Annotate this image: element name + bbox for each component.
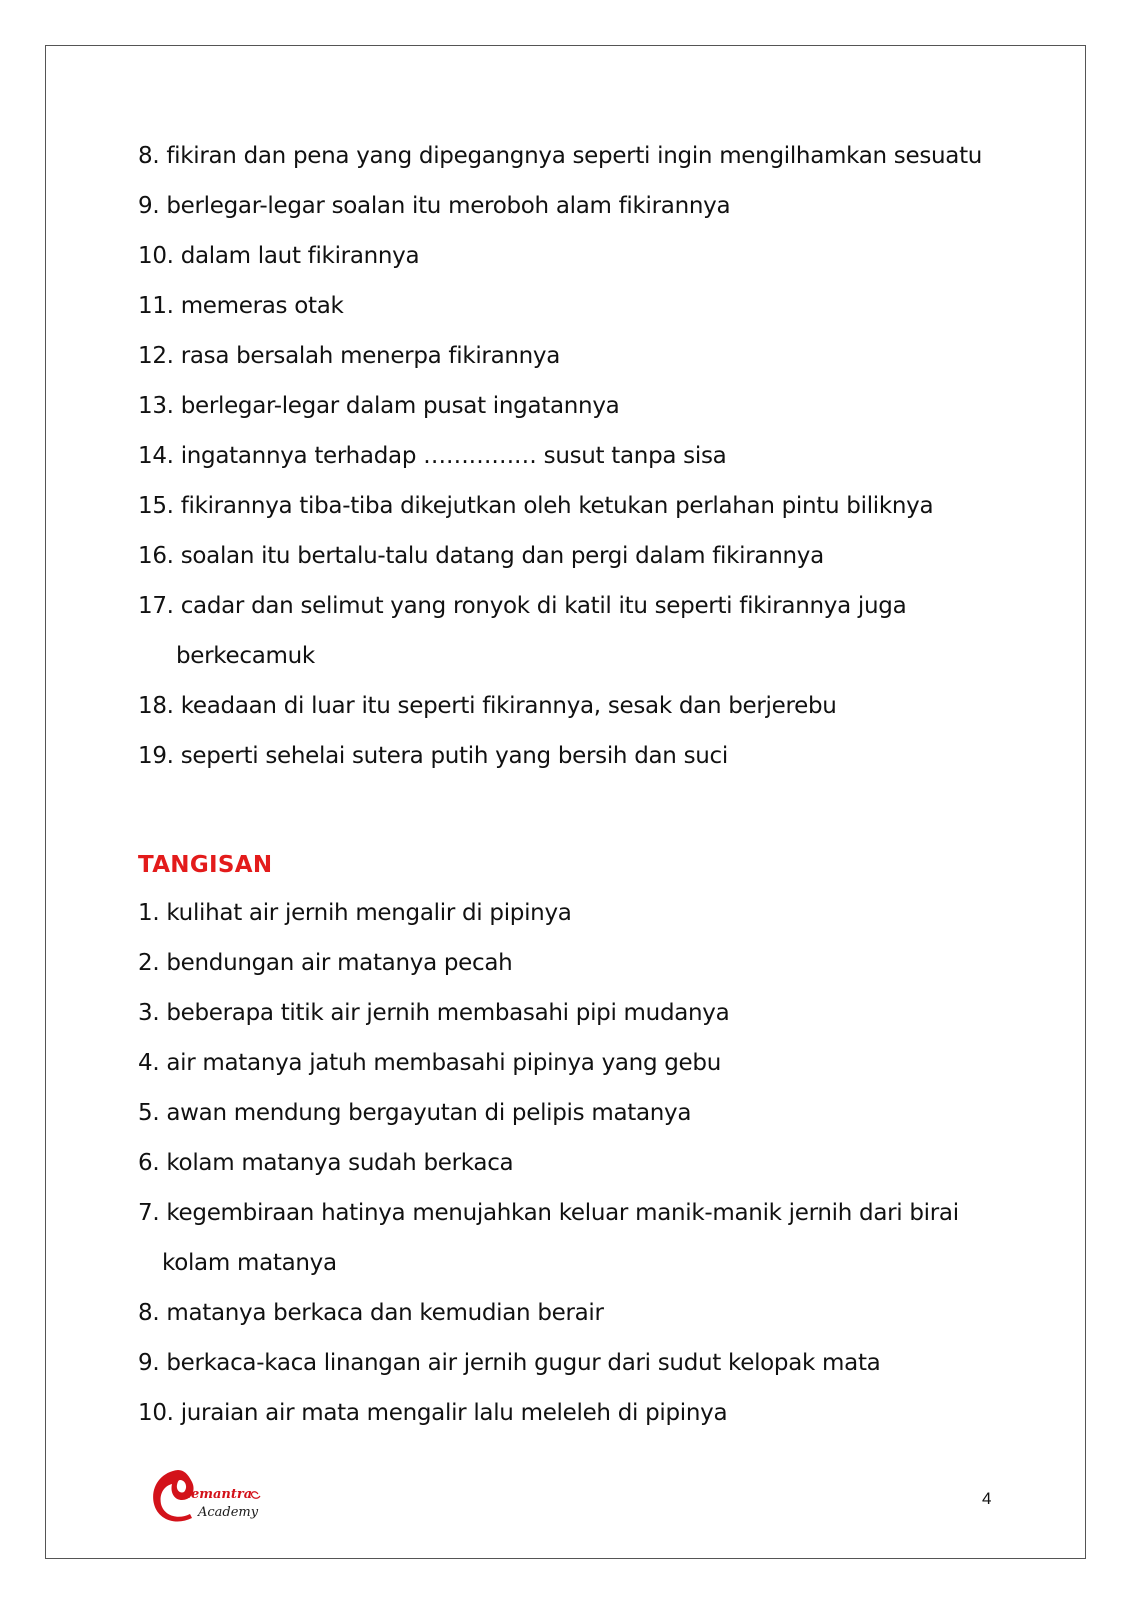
list-item: 11. memeras otak <box>138 293 344 319</box>
section-heading-tangisan: TANGISAN <box>138 852 273 878</box>
list-item: 9. berlegar-legar soalan itu meroboh alam fikirannya <box>138 193 731 219</box>
list-item: 2. bendungan air matanya pecah <box>138 950 513 976</box>
list-item: 16. soalan itu bertalu-talu datang dan pergi dalam fikirannya <box>138 543 824 569</box>
list-item: 8. matanya berkaca dan kemudian berair <box>138 1300 604 1326</box>
page-number: 4 <box>982 1489 992 1508</box>
list-item: 6. kolam matanya sudah berkaca <box>138 1150 514 1176</box>
list-item-continuation: berkecamuk <box>176 643 315 669</box>
list-item: 1. kulihat air jernih mengalir di pipinya <box>138 900 572 926</box>
list-item: 3. beberapa titik air jernih membasahi pipi mudanya <box>138 1000 730 1026</box>
list-item: 5. awan mendung bergayutan di pelipis matanya <box>138 1100 692 1126</box>
logo-icon <box>148 1462 268 1532</box>
list-item: 18. keadaan di luar itu seperti fikirannya, sesak dan berjerebu <box>138 693 837 719</box>
list-item: 9. berkaca-kaca linangan air jernih gugur dari sudut kelopak mata <box>138 1350 881 1376</box>
elemantra-academy-logo <box>148 1462 268 1532</box>
list-item: 4. air matanya jatuh membasahi pipinya yang gebu <box>138 1050 721 1076</box>
list-item: 15. fikirannya tiba-tiba dikejutkan oleh ketukan perlahan pintu biliknya <box>138 493 934 519</box>
figurative-list-fikiran <box>138 131 982 781</box>
list-item: 12. rasa bersalah menerpa fikirannya <box>138 343 561 369</box>
svg-text:lemantra: lemantra <box>186 1487 253 1502</box>
svg-text:Academy: Academy <box>198 1505 259 1520</box>
list-item: 10. juraian air mata mengalir lalu meleleh di pipinya <box>138 1400 728 1426</box>
list-item: 13. berlegar-legar dalam pusat ingatannya <box>138 393 620 419</box>
list-item: 19. seperti sehelai sutera putih yang bersih dan suci <box>138 743 728 769</box>
list-item: 10. dalam laut fikirannya <box>138 243 420 269</box>
list-item: 17. cadar dan selimut yang ronyok di katil itu seperti fikirannya juga <box>138 593 907 619</box>
list-item: 8. fikiran dan pena yang dipegangnya seperti ingin mengilhamkan sesuatu <box>138 143 983 169</box>
list-item: 7. kegembiraan hatinya menujahkan keluar manik-manik jernih dari birai <box>138 1200 959 1226</box>
figurative-list-tangisan <box>138 888 959 1438</box>
list-item-continuation: kolam matanya <box>162 1250 337 1276</box>
list-item: 14. ingatannya terhadap …………… susut tanpa sisa <box>138 443 727 469</box>
